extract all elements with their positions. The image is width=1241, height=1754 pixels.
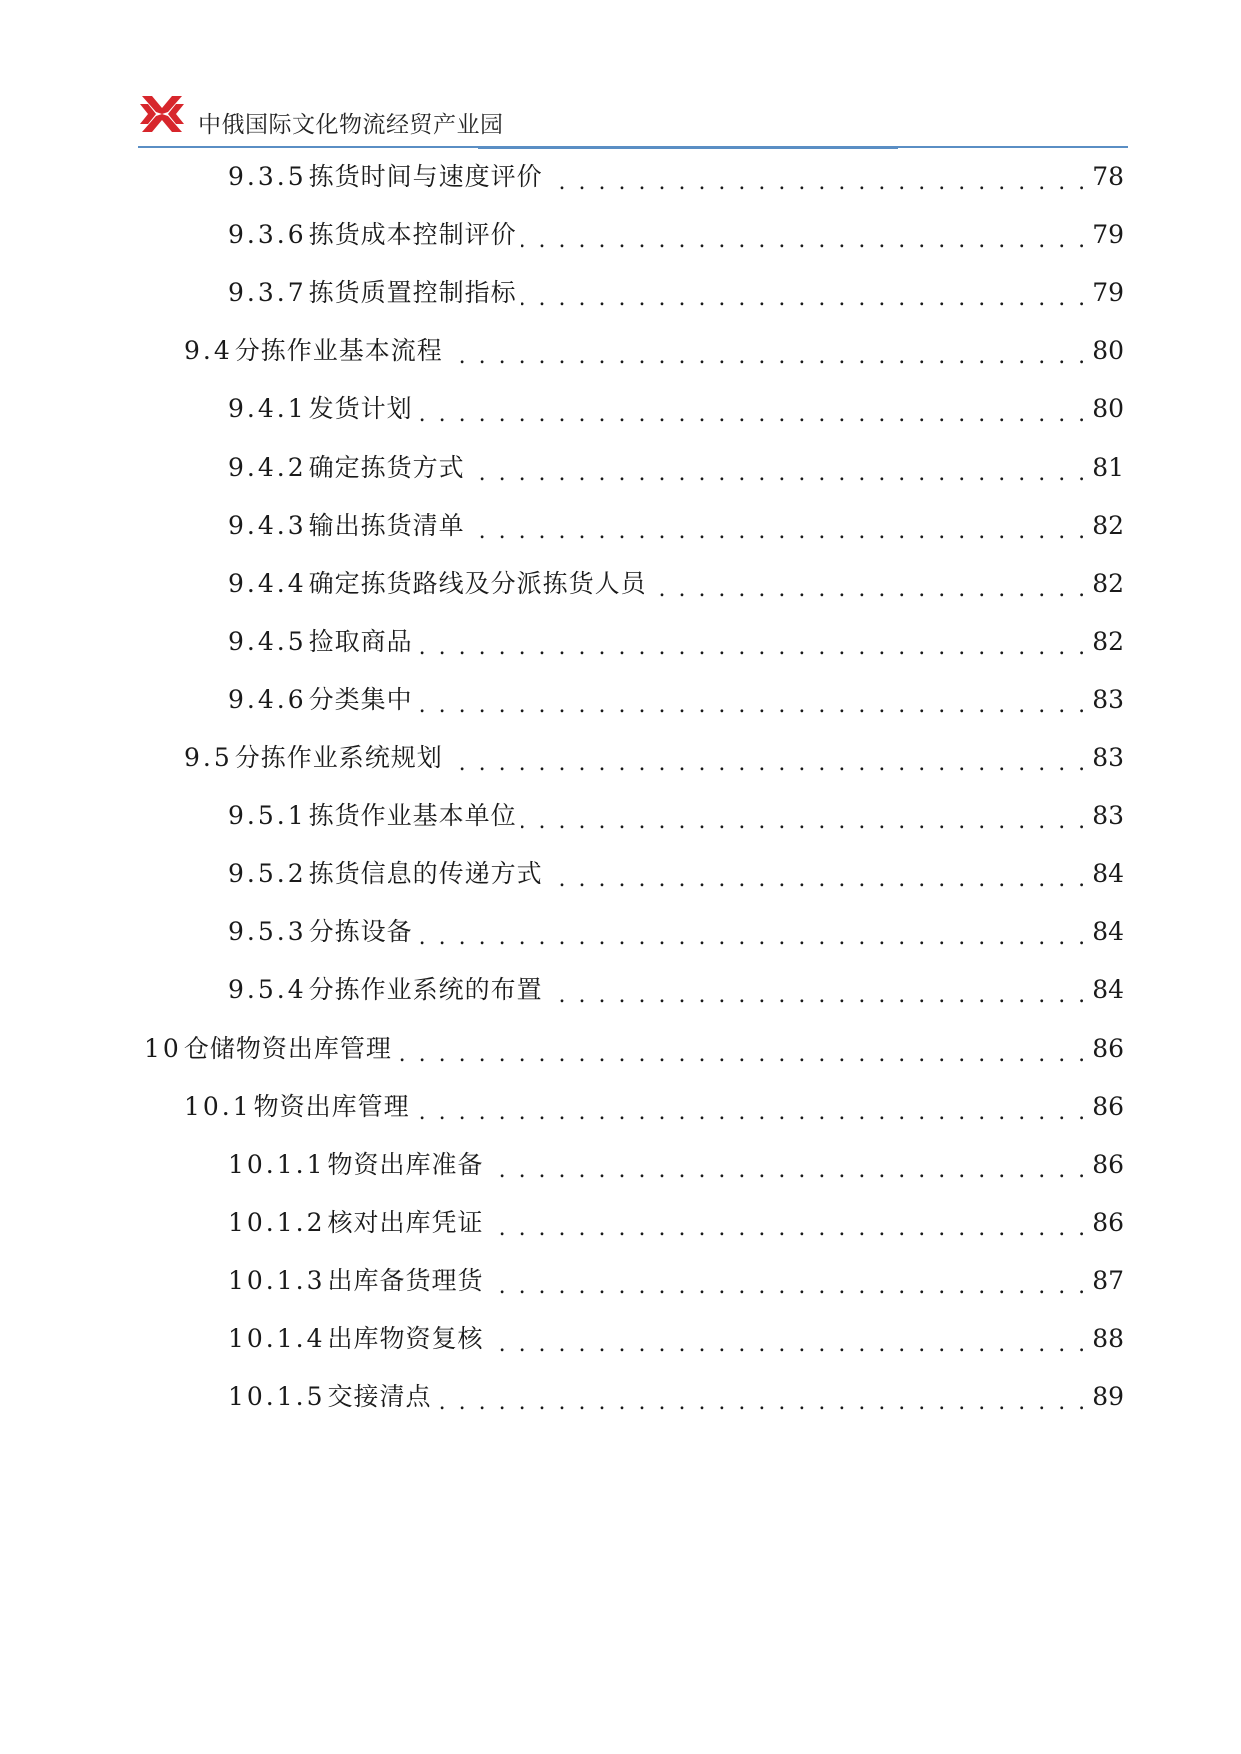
toc-entry-page: 88	[1092, 1324, 1124, 1353]
toc-entry-number: 9.4.3	[228, 510, 307, 540]
toc-entry[interactable]	[228, 912, 1124, 952]
toc-entry-page: 83	[1092, 801, 1124, 831]
toc-entry-page: 84	[1092, 975, 1124, 1005]
toc-entry[interactable]	[184, 738, 1124, 778]
toc-entry-title: 出库备货理货	[327, 1265, 484, 1295]
toc-entry[interactable]	[228, 1377, 1124, 1417]
toc-leader-dots	[521, 281, 1089, 313]
toc-entry-page: 80	[1092, 394, 1124, 424]
toc-entry[interactable]	[228, 1145, 1124, 1185]
toc-entry[interactable]	[228, 215, 1124, 255]
toc-entry-title: 捡取商品	[308, 626, 413, 656]
header-title: 中俄国际文化物流经贸产业园	[198, 112, 504, 138]
toc-entry-title: 核对出库凭证	[327, 1207, 484, 1237]
toc-entry-number: 9.4.2	[228, 452, 307, 482]
toc-entry-title: 确定拣货方式	[308, 452, 465, 482]
toc-leader-dots	[469, 514, 1089, 546]
toc-entry-number: 9.4.1	[228, 394, 307, 424]
toc-entry[interactable]	[228, 970, 1124, 1010]
toc-entry-page: 87	[1092, 1265, 1124, 1295]
toc-leader-dots	[521, 804, 1089, 836]
toc-entry-number: 10.1.5	[228, 1382, 326, 1412]
toc-entry-title: 分拣作业系统规划	[234, 743, 443, 772]
toc-leader-dots	[447, 746, 1088, 778]
toc-entry[interactable]	[228, 273, 1124, 313]
toc-leader-dots	[417, 397, 1089, 429]
toc-entry-title: 拣货信息的传递方式	[308, 859, 543, 889]
toc-entry-title: 确定拣货路线及分派拣货人员	[308, 568, 647, 598]
toc-entry-title: 分拣设备	[308, 917, 413, 947]
toc-entry-number: 9.5.1	[228, 801, 307, 831]
toc-entry-page: 84	[1092, 917, 1124, 947]
toc-entry-page: 79	[1092, 278, 1124, 308]
toc-entry-title: 发货计划	[308, 394, 413, 424]
toc-entry-page: 79	[1092, 220, 1124, 250]
toc-entry[interactable]	[228, 564, 1124, 604]
toc-entry-page: 83	[1092, 743, 1124, 772]
toc-entry[interactable]	[184, 1087, 1124, 1127]
toc-entry-page: 78	[1092, 162, 1124, 191]
toc-leader-dots	[469, 456, 1089, 488]
toc-entry[interactable]	[228, 854, 1124, 894]
toc-leader-dots	[547, 978, 1089, 1010]
toc-entry-number: 9.3.6	[228, 220, 307, 250]
toc-entry-number: 9.4.6	[228, 684, 307, 714]
toc-entry-number: 10	[144, 1033, 182, 1063]
toc-entry-number: 10.1.3	[228, 1265, 326, 1295]
toc-leader-dots	[651, 572, 1089, 604]
toc-entry-title: 拣货质置控制指标	[308, 278, 517, 308]
toc-leader-dots	[417, 688, 1089, 720]
toc-entry-number: 10.1.4	[228, 1324, 326, 1353]
toc-entry-page: 86	[1092, 1033, 1124, 1063]
toc-entry-page: 82	[1092, 626, 1124, 656]
toc-leader-dots	[488, 1269, 1089, 1301]
toc-leader-dots	[414, 1095, 1089, 1127]
toc-leader-dots	[521, 223, 1089, 255]
toc-entry-page: 86	[1092, 1207, 1124, 1237]
toc-entry-title: 出库物资复核	[327, 1324, 484, 1353]
toc-leader-dots	[417, 630, 1089, 662]
toc-entry-title: 分拣作业基本流程	[234, 336, 443, 366]
toc-leader-dots	[447, 339, 1088, 371]
toc-entry[interactable]	[228, 680, 1124, 720]
toc-entry-number: 10.1	[184, 1091, 252, 1121]
toc-leader-dots	[547, 165, 1089, 197]
toc-entry[interactable]	[228, 157, 1124, 197]
toc-entry-page: 81	[1092, 452, 1124, 482]
toc-entry-title: 交接清点	[327, 1382, 432, 1412]
toc-leader-dots	[547, 862, 1089, 894]
toc-leader-dots	[436, 1385, 1089, 1417]
toc-entry-number: 9.4	[184, 336, 233, 366]
toc-entry[interactable]	[228, 622, 1124, 662]
toc-entry-title: 物资出库准备	[327, 1149, 484, 1179]
toc-entry-page: 86	[1092, 1091, 1124, 1121]
toc-entry-page: 89	[1092, 1382, 1124, 1412]
toc-entry-number: 10.1.2	[228, 1207, 326, 1237]
toc-entry-title: 拣货成本控制评价	[308, 220, 517, 250]
toc-entry[interactable]	[144, 1029, 1124, 1069]
toc-entry-number: 9.3.5	[228, 162, 307, 191]
toc-entry-number: 9.5.4	[228, 975, 307, 1005]
toc-leader-dots	[396, 1037, 1088, 1069]
toc-entry[interactable]	[184, 331, 1124, 371]
toc-entry[interactable]	[228, 1319, 1124, 1359]
toc-entry-page: 82	[1092, 568, 1124, 598]
toc-entry-number: 9.3.7	[228, 278, 307, 308]
toc-leader-dots	[417, 920, 1089, 952]
toc-entry[interactable]	[228, 1261, 1124, 1301]
toc-entry-page: 84	[1092, 859, 1124, 889]
toc-entry[interactable]	[228, 448, 1124, 488]
toc-entry-title: 拣货作业基本单位	[308, 801, 517, 831]
toc-leader-dots	[488, 1153, 1089, 1185]
company-logo-icon	[138, 90, 186, 138]
toc-entry-page: 83	[1092, 684, 1124, 714]
toc-entry-number: 10.1.1	[228, 1149, 326, 1179]
header-divider	[138, 146, 1128, 149]
toc-entry-title: 分类集中	[308, 684, 413, 714]
toc-entry[interactable]	[228, 389, 1124, 429]
toc-entry-number: 9.5.2	[228, 859, 307, 889]
page-header	[138, 88, 1128, 158]
toc-leader-dots	[488, 1327, 1089, 1359]
toc-entry[interactable]	[228, 1203, 1124, 1243]
toc-entry-number: 9.4.5	[228, 626, 307, 656]
toc-entry-title: 拣货时间与速度评价	[308, 162, 543, 191]
toc-entry-number: 9.5.3	[228, 917, 307, 947]
toc-entry-page: 86	[1092, 1149, 1124, 1179]
toc-entry-title: 输出拣货清单	[308, 510, 465, 540]
toc-leader-dots	[488, 1211, 1089, 1243]
toc-entry-page: 82	[1092, 510, 1124, 540]
toc-entry-page: 80	[1092, 336, 1124, 366]
toc-entry-number: 9.5	[184, 743, 233, 772]
toc-entry-title: 物资出库管理	[253, 1091, 410, 1121]
toc-entry-title: 仓储物资出库管理	[183, 1033, 392, 1063]
toc-entry[interactable]	[228, 796, 1124, 836]
toc-entry-number: 9.4.4	[228, 568, 307, 598]
toc-entry[interactable]	[228, 506, 1124, 546]
toc-entry-title: 分拣作业系统的布置	[308, 975, 543, 1005]
